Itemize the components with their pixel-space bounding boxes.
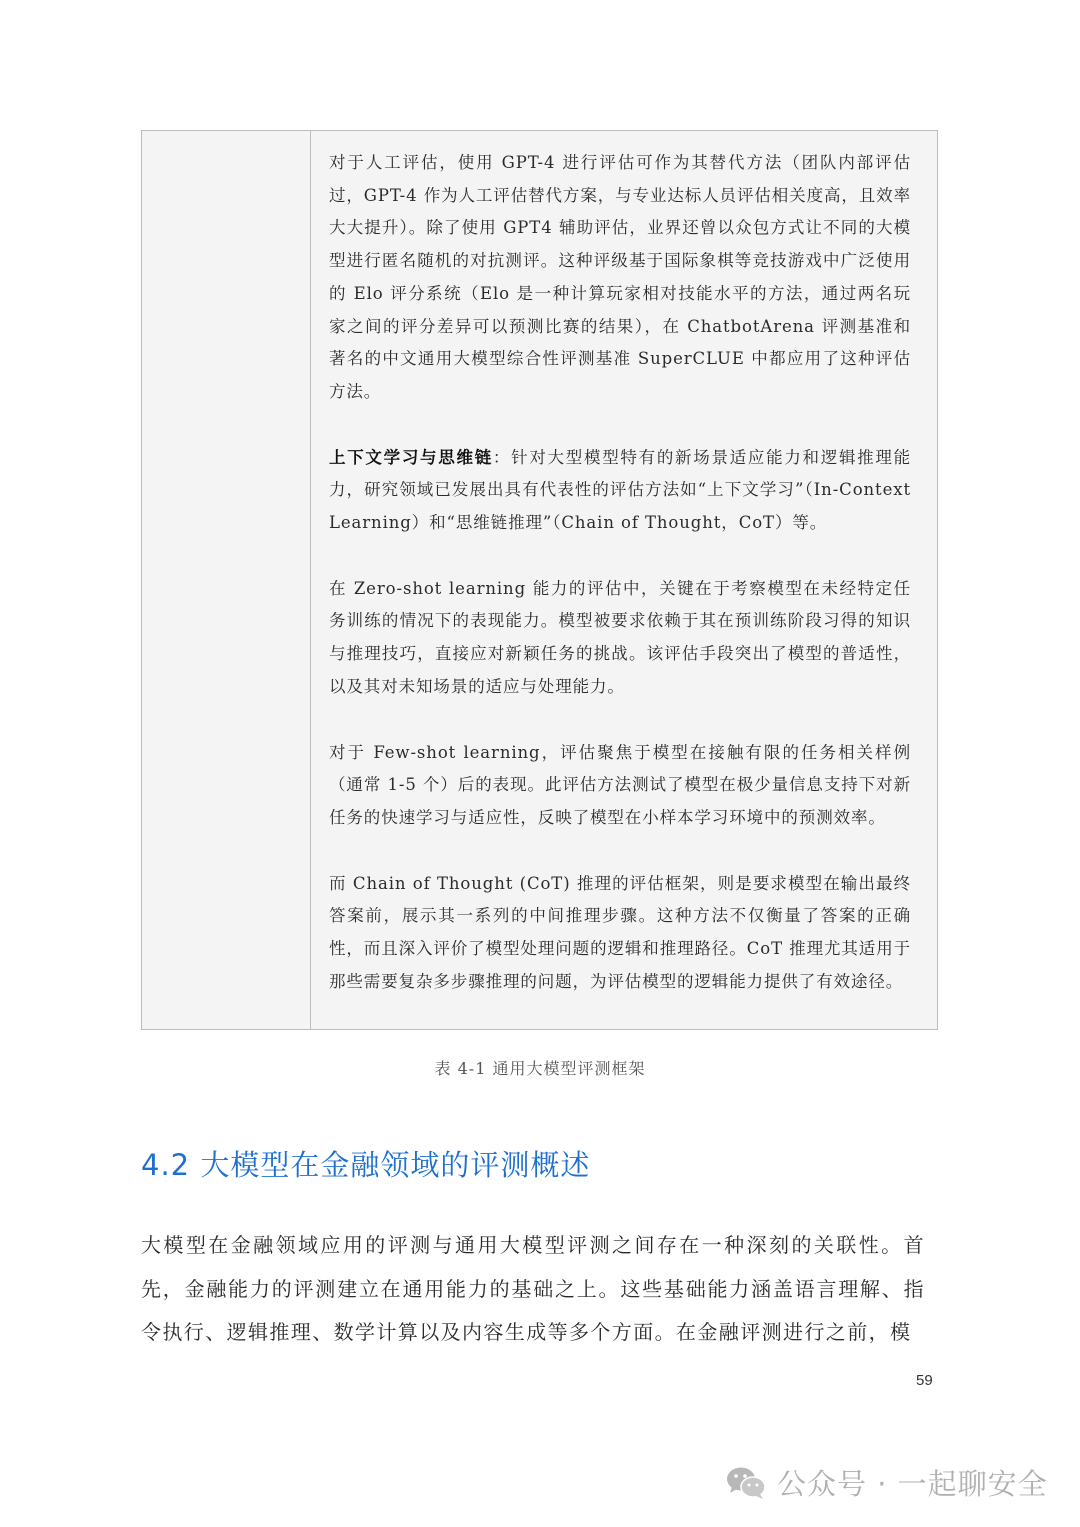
paragraph-text: ：针对大型模型特有的新场景适应能力和逻辑推理能力，研究领域已发展出具有代表性的评估方法如“上下文学习”（In-Context Learning）和“思维链推理”（Chain of Thought，CoT）等。 (329, 447, 911, 533)
table-paragraph-5 (329, 868, 911, 999)
paragraph-lead: 上下文学习与思维链 (329, 447, 493, 467)
paragraph-text: 对于人工评估，使用 GPT-4 进行评估可作为其替代方法（团队内部评估过，GPT-4 作为人工评估替代方案，与专业达标人员评估相关度高，且效率大大提升）。除了使用 GPT4 辅助评估，业界还曾以众包方式让不同的大模型进行匿名随机的对抗测评。这种评级基于国际象棋等竞技游戏中广泛使用的 Elo 评分系统（Elo 是一种计算玩家相对技能水平的方法，通过两名玩家之间的评分差异可以预测比赛的结果），在 ChatbotArena 评测基准和著名的中文通用大模型综合性评测基准 SuperCLUE 中都应用了这种评估方法。 (329, 153, 911, 401)
watermark-text: 公众号 · 一起聊安全 (777, 1467, 1048, 1501)
table-right-cell (311, 131, 937, 1029)
table-paragraph-1 (329, 147, 911, 409)
paragraph-text: 而 Chain of Thought (CoT) 推理的评估框架，则是要求模型在输出最终答案前，展示其一系列的中间推理步骤。这种方法不仅衡量了答案的正确性，而且深入评价了模型处理问题的逻辑和推理路径。CoT 推理尤其适用于那些需要复杂多步骤推理的问题，为评估模型的逻辑能力提供了有效途径。 (329, 873, 911, 991)
table-caption: 表 4-1 通用大模型评测框架 (434, 1059, 646, 1078)
table-paragraph-2 (329, 442, 911, 540)
watermark (725, 1462, 1048, 1503)
wechat-icon (725, 1465, 767, 1501)
paragraph-text: 对于 Few-shot learning，评估聚焦于模型在接触有限的任务相关样例（通常 1-5 个）后的表现。此评估方法测试了模型在极少量信息支持下对新任务的快速学习与适应性，反映了模型在小样本学习环境中的预测效率。 (329, 742, 911, 827)
section-heading: 4.2 大模型在金融领域的评测概述 (141, 1148, 591, 1182)
table-paragraph-3 (329, 573, 911, 704)
table-left-cell (142, 131, 311, 1029)
body-paragraph: 大模型在金融领域应用的评测与通用大模型评测之间存在一种深刻的关联性。首先，金融能力的评测建立在通用能力的基础之上。这些基础能力涵盖语言理解、指令执行、逻辑推理、数学计算以及内容生成等多个方面。在金融评测进行之前，模 (141, 1233, 925, 1344)
table-paragraph-4 (329, 737, 911, 835)
page-number: 59 (916, 1372, 933, 1389)
paragraph-text: 在 Zero-shot learning 能力的评估中，关键在于考察模型在未经特定任务训练的情况下的表现能力。模型被要求依赖于其在预训练阶段习得的知识与推理技巧，直接应对新颖任务的挑战。该评估手段突出了模型的普适性，以及其对未知场景的适应与处理能力。 (329, 578, 911, 696)
framework-table (141, 130, 938, 1030)
